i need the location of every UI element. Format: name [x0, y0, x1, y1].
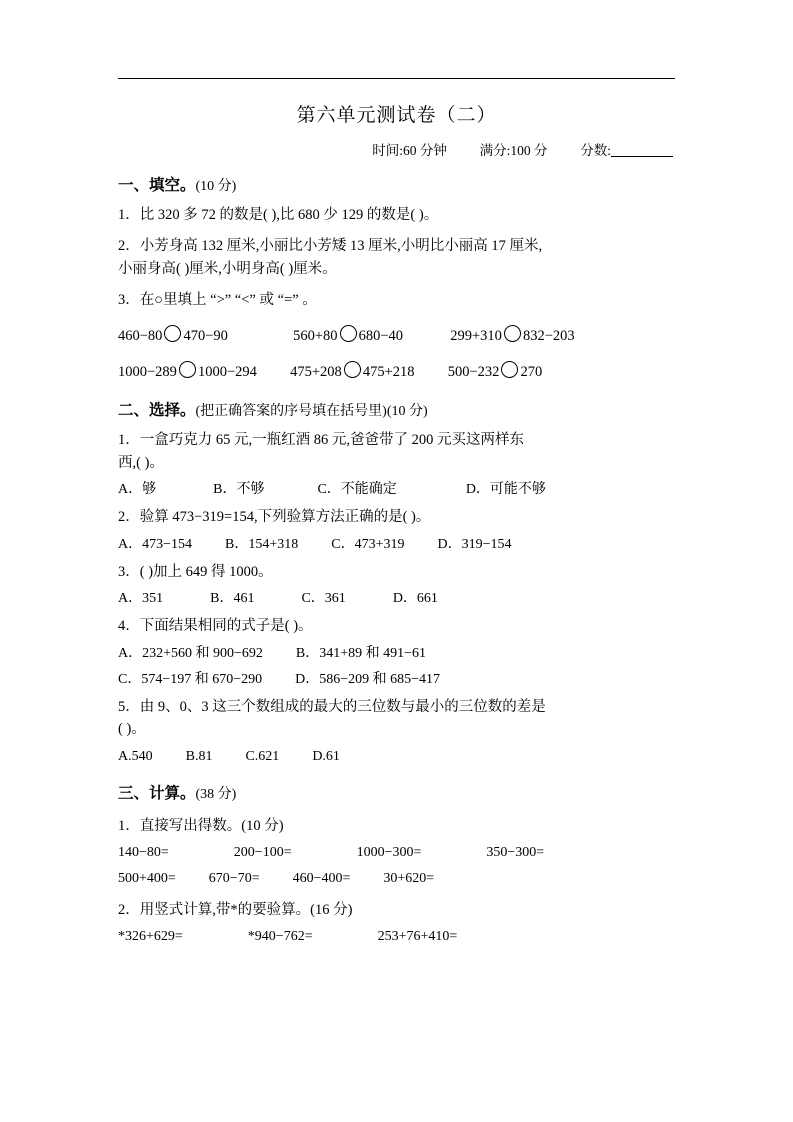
- q-1-3-text: 在○里填上 “>” “<” 或 “=” 。: [139, 292, 317, 309]
- calc-item-5[interactable]: 500+400=: [118, 870, 176, 886]
- q-1-2-text2: 小丽身高( )厘米,小明身高( )厘米。: [118, 260, 337, 277]
- compare-row-1: [118, 325, 675, 348]
- q-1-1-num: 1．: [118, 207, 140, 223]
- q-2-4-option-d[interactable]: D．586−209 和 685−417: [295, 671, 441, 687]
- question-3-2: [118, 898, 675, 919]
- q-2-1-text2: 西,( )。: [118, 454, 164, 471]
- q-3-2-num: 2．: [118, 901, 140, 918]
- q-2-3-text: ( )加上 649 得 1000。: [139, 563, 273, 580]
- question-2-5: [118, 696, 675, 741]
- q-2-5-option-c[interactable]: C.621: [245, 748, 280, 764]
- compare-row-2: [118, 361, 675, 384]
- q-2-2-option-a[interactable]: A．473−154: [118, 536, 193, 552]
- question-1-3: [118, 289, 675, 311]
- q-2-2-option-c[interactable]: C．473+319: [331, 536, 405, 552]
- calc-item-11[interactable]: 253+76+410=: [377, 928, 458, 944]
- section-heading-3: [118, 781, 675, 803]
- q-2-2-options: [118, 534, 675, 555]
- q-2-3-option-b[interactable]: B．461: [210, 591, 255, 607]
- question-2-4: [118, 615, 675, 637]
- compare-4-left: 1000−289: [118, 364, 177, 381]
- q-3-1-num: 1．: [118, 817, 140, 834]
- q-2-3-option-a[interactable]: A．351: [118, 591, 164, 607]
- calc-item-4[interactable]: 350−300=: [486, 844, 545, 860]
- q-3-1-text: 直接写出得数。: [139, 817, 242, 834]
- question-1-2: [118, 235, 675, 280]
- q-2-4-option-a[interactable]: A．232+560 和 900−692: [118, 645, 263, 661]
- q-2-5-num: 5．: [118, 698, 140, 715]
- q-2-2-option-b[interactable]: B．154+318: [225, 536, 299, 552]
- compare-1-left: 460−80: [118, 327, 163, 344]
- section-heading-1: [118, 173, 675, 195]
- q-2-5-options: [118, 746, 675, 767]
- section-heading-2: [118, 398, 675, 420]
- calc-item-8[interactable]: 30+620=: [383, 870, 435, 886]
- calc-item-9[interactable]: *326+629=: [118, 928, 183, 944]
- compare-item-3: [450, 328, 574, 344]
- calc-row-3: [118, 929, 675, 945]
- q-2-1-option-b[interactable]: B．不够: [213, 482, 265, 498]
- compare-2-right: 680−40: [358, 327, 403, 344]
- q-2-1-text: 一盒巧克力 65 元,一瓶红酒 86 元,爸爸带了 200 元买这两样东: [139, 432, 524, 449]
- question-2-3: [118, 561, 675, 583]
- circle-blank-icon[interactable]: [179, 361, 196, 378]
- circle-blank-icon[interactable]: [340, 325, 357, 342]
- q-2-5-option-b[interactable]: B.81: [185, 748, 213, 764]
- section-3-title: 三、计算。: [118, 784, 196, 802]
- calc-row-1: [118, 845, 675, 861]
- q-2-4-num: 4．: [118, 618, 140, 635]
- compare-2-left: 560+80: [293, 327, 338, 344]
- compare-5-left: 475+208: [290, 364, 342, 381]
- q-2-1-option-a[interactable]: A．够: [118, 482, 157, 498]
- q-3-2-text: 用竖式计算,带*的要验算。: [139, 901, 311, 918]
- q-1-2-text: 小芳身高 132 厘米,小丽比小芳矮 13 厘米,小明比小丽高 17 厘米,: [139, 238, 543, 255]
- meta-time: 时间:60 分钟: [372, 143, 447, 158]
- q-2-4-options-line2: [118, 669, 675, 690]
- compare-3-right: 832−203: [522, 327, 575, 344]
- q-2-3-option-c[interactable]: C．361: [301, 591, 346, 607]
- compare-4-right: 1000−294: [197, 364, 257, 381]
- meta-score-label: 分数:: [580, 143, 611, 158]
- page-title: 第六单元测试卷（二）: [296, 105, 497, 126]
- question-2-2: [118, 506, 675, 528]
- q-2-5-option-a[interactable]: A.540: [118, 748, 153, 764]
- q-2-5-option-d[interactable]: D.61: [312, 748, 340, 764]
- q-2-3-num: 3．: [118, 563, 140, 580]
- compare-1-right: 470−90: [183, 327, 228, 344]
- q-2-1-num: 1．: [118, 432, 140, 449]
- section-1-title: 一、填空。: [118, 177, 196, 194]
- exam-meta: [118, 139, 675, 159]
- q-2-1-options: [118, 479, 675, 500]
- question-3-1: [118, 814, 675, 835]
- q-2-4-option-c[interactable]: C．574−197 和 670−290: [118, 671, 263, 687]
- q-2-5-text2: ( )。: [118, 721, 146, 738]
- q-1-2-num: 2．: [118, 238, 140, 255]
- q-2-2-option-d[interactable]: D．319−154: [437, 536, 512, 552]
- score-blank[interactable]: [611, 156, 673, 157]
- q-2-5-text: 由 9、0、3 这三个数组成的最大的三位数与最小的三位数的差是: [139, 698, 546, 715]
- compare-5-right: 475+218: [362, 364, 415, 381]
- header-rule: [118, 78, 675, 79]
- q-2-3-options: [118, 588, 675, 609]
- calc-item-2[interactable]: 200−100=: [233, 844, 292, 860]
- section-2-title: 二、选择。: [118, 402, 196, 420]
- q-1-1-text: 比 320 多 72 的数是( ),比 680 少 129 的数是( )。: [139, 207, 439, 223]
- compare-item-5: [290, 364, 414, 380]
- q-2-3-option-d[interactable]: D．661: [392, 591, 438, 607]
- q-2-4-options-line1: [118, 643, 675, 664]
- calc-item-1[interactable]: 140−80=: [118, 844, 169, 860]
- calc-item-6[interactable]: 670−70=: [208, 870, 260, 886]
- q-2-4-text: 下面结果相同的式子是( )。: [139, 618, 313, 635]
- calc-item-10[interactable]: *940−762=: [247, 928, 313, 944]
- q-1-3-num: 3．: [118, 292, 140, 309]
- section-3-points: (38 分): [195, 786, 237, 802]
- compare-item-4: [118, 364, 257, 380]
- meta-full-score: 满分:100 分: [479, 143, 548, 158]
- question-1-1: [118, 204, 675, 226]
- compare-3-left: 299+310: [450, 327, 502, 344]
- calc-item-7[interactable]: 460−400=: [292, 870, 351, 886]
- q-3-1-points: (10 分): [241, 817, 284, 834]
- q-2-2-text: 验算 473−319=154,下列验算方法正确的是( )。: [139, 509, 431, 526]
- circle-blank-icon[interactable]: [501, 361, 518, 378]
- circle-blank-icon[interactable]: [504, 325, 521, 342]
- calc-item-3[interactable]: 1000−300=: [356, 844, 422, 860]
- q-2-4-option-b[interactable]: B．341+89 和 491−61: [295, 645, 427, 661]
- question-2-1: [118, 429, 675, 474]
- q-2-1-option-d[interactable]: D．可能不够: [465, 482, 546, 498]
- q-3-2-points: (16 分): [310, 901, 353, 918]
- section-2-points: (把正确答案的序号填在括号里)(10 分): [195, 404, 428, 420]
- compare-item-2: [293, 328, 403, 344]
- calc-row-2: [118, 871, 675, 887]
- q-2-2-num: 2．: [118, 509, 140, 526]
- circle-blank-icon[interactable]: [164, 325, 181, 342]
- compare-6-right: 270: [520, 364, 543, 381]
- section-1-points: (10 分): [195, 179, 237, 194]
- circle-blank-icon[interactable]: [344, 361, 361, 378]
- compare-item-1: [118, 328, 228, 344]
- compare-6-left: 500−232: [447, 364, 500, 381]
- q-2-1-option-c[interactable]: C．不能确定: [317, 482, 397, 498]
- compare-item-6: [448, 364, 542, 380]
